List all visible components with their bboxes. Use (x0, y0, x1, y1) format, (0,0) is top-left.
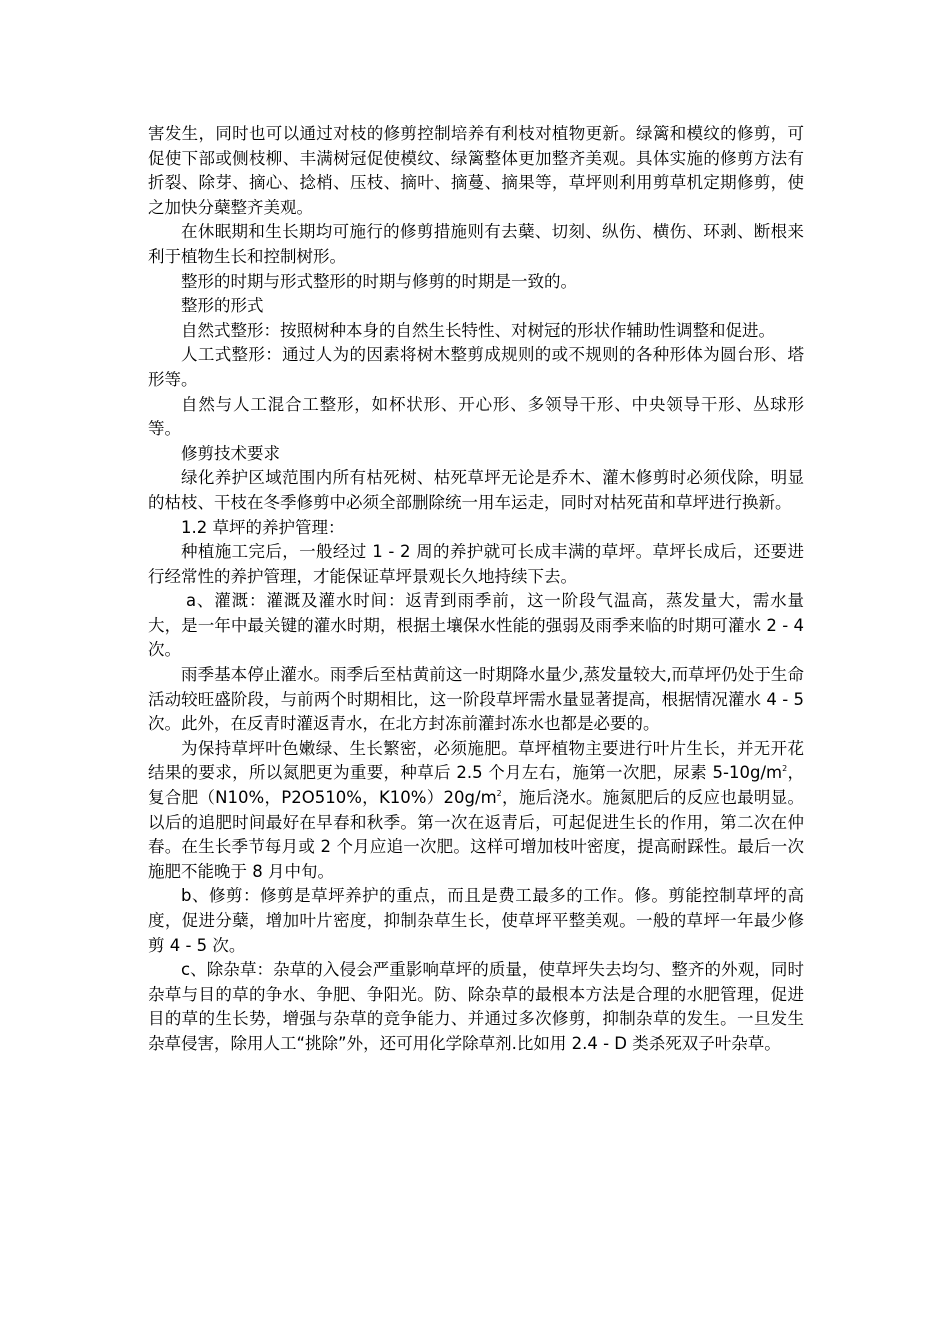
square-superscript: 2 (782, 764, 788, 774)
fertilization-text-3: ，施后浇水。施氮肥后的反应也最明显。以后的追肥时间最好在早春和秋季。第一次在返青后，可起促进生长的作用，第二次在仲春。在生长季节每月或 2 个月应追一次肥。这样可增加枝叶密度，提高耐踩性。最后一次施肥不能晚于 8 月中旬。 (148, 788, 805, 881)
fertilization-text-1: 为保持草坪叶色嫩绿、生长繁密，必须施肥。草坪植物主要进行叶片生长，并无开花结果的要求，所以氮肥更为重要，种草后 2.5 个月左右，施第一次肥，尿素 5-10g/m (148, 738, 804, 783)
paragraph-mowing: b、修剪：修剪是草坪养护的重点，而且是费工最多的工作。修。剪能控制草坪的高度，促进分蘖，增加叶片密度，抑制杂草生长，使草坪平整美观。一般的草坪一年最少修剪 4 - 5 次。 (148, 886, 804, 955)
heading-pruning-requirements: 修剪技术要求 (181, 443, 280, 463)
paragraph-dead-tree-removal: 绿化养护区域范围内所有枯死树、枯死草坪无论是乔木、灌木修剪时必须伐除，明显的枯枝、干枝在冬季修剪中必须全部删除统一用车运走，同时对枯死苗和草坪进行换新。 (148, 468, 804, 512)
document-body (148, 122, 804, 1057)
paragraph-shaping-period: 整形的时期与形式整形的时期与修剪的时期是一致的。 (181, 271, 577, 291)
paragraph-pruning-methods: 害发生，同时也可以通过对枝的修剪控制培养有利枝对植物更新。绿篱和模纹的修剪，可促使下部或侧枝柳、丰满树冠促使模纹、绿篱整体更加整齐美观。具体实施的修剪方法有折裂、除芽、摘心、捻梢、压枝、摘叶、摘蔓、摘果等，草坪则利用剪草机定期修剪，使之加快分蘖整齐美观。 (148, 124, 804, 217)
heading-shaping-forms: 整形的形式 (181, 296, 264, 316)
paragraph-mixed-shaping: 自然与人工混合工整形，如杯状形、开心形、多领导干形、中央领导干形、丛球形等。 (148, 394, 804, 439)
paragraph-lawn-establishment: 种植施工完后，一般经过 1 - 2 周的养护就可长成丰满的草坪。草坪长成后，还要进行经常性的养护管理，才能保证草坪景观长久地持续下去。 (148, 542, 804, 586)
paragraph-artificial-shaping: 人工式整形：通过人为的因素将树木整剪成规则的或不规则的各种形体为圆台形、塔形等。 (148, 345, 804, 389)
paragraph-dormant-pruning: 在休眠期和生长期均可施行的修剪措施则有去蘖、切刻、纵伤、横伤、环剥、断根来利于植物生长和控制树形。 (148, 222, 804, 266)
fertilization-text-2: ，复合肥（N10%，P2O510%，K10%）20g/m (148, 763, 804, 808)
square-superscript: 2 (496, 789, 502, 799)
paragraph-weeding: c、除杂草：杂草的入侵会严重影响草坪的质量，使草坪失去均匀、整齐的外观，同时杂草与目的草的争水、争肥、争阳光。防、除杂草的最根本方法是合理的水肥管理，促进目的草的生长势，增强与杂草的竞争能力、并通过多次修剪，抑制杂草的发生。一旦发生杂草侵害，除用人工“挑除”外，还可用化学除草剂.比如用 2.4 - D 类杀死双子叶杂草。 (148, 960, 804, 1053)
paragraph-irrigation: a、灌溉：灌溉及灌水时间：返青到雨季前，这一阶段气温高，蒸发量大，需水量大，是一年中最关键的灌水时期，根据土壤保水性能的强弱及雨季来临的时期可灌水 2 - 4 次。 (148, 591, 804, 660)
paragraph-rainy-season: 雨季基本停止灌水。雨季后至枯黄前这一时期降水量少,蒸发量较大,而草坪仍处于生命活动较旺盛阶段，与前两个时期相比，这一阶段草坪需水量显著提高，根据情况灌水 4 - 5 次。此外，在反青时灌返青水，在北方封冻前灌封冻水也都是必要的。 (148, 665, 804, 734)
paragraph-fertilization (148, 737, 804, 885)
paragraph-natural-shaping: 自然式整形：按照树种本身的自然生长特性、对树冠的形状作辅助性调整和促进。 (181, 320, 775, 340)
heading-lawn-maintenance: 1.2 草坪的养护管理： (181, 517, 345, 537)
